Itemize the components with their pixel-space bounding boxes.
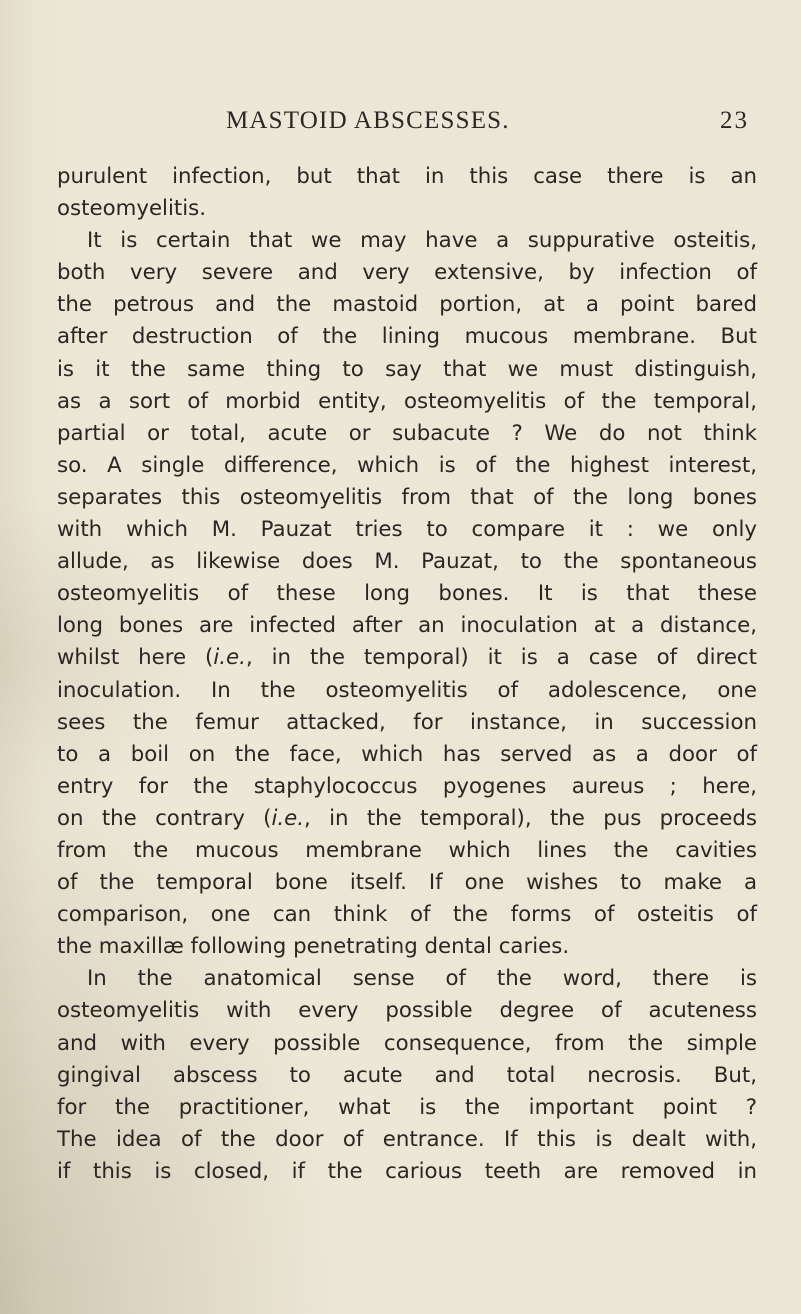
text-line: sees the femur attacked, for instance, in succession — [57, 709, 757, 735]
text-line: osteomyelitis of these long bones. It is that these — [57, 581, 757, 607]
text-line: of the temporal bone itself. If one wishes to make a — [57, 870, 757, 896]
text-line: both very severe and very extensive, by infection of — [57, 260, 757, 286]
text-line: osteomyelitis with every possible degree of acuteness — [57, 998, 757, 1024]
text-line: the petrous and the mastoid portion, at a point bared — [57, 292, 757, 318]
text-line: inoculation. In the osteomyelitis of adolescence, one — [57, 677, 757, 703]
text-line: as a sort of morbid entity, osteomyelitis of the temporal, — [57, 388, 757, 414]
text-line: and with every possible consequence, from the simple — [57, 1030, 757, 1056]
text-line: purulent infection, but that in this case there is an — [57, 164, 757, 189]
text-line: if this is closed, if the carious teeth are removed in — [57, 1158, 757, 1184]
text-line: In the anatomical sense of the word, there is — [87, 966, 757, 992]
text-line: comparison, one can think of the forms of osteitis of — [57, 902, 757, 928]
text-line: long bones are infected after an inoculation at a distance, — [57, 613, 757, 639]
text-line: separates this osteomyelitis from that of the long bones — [57, 484, 757, 510]
text-line: with which M. Pauzat tries to compare it : we only — [57, 517, 757, 543]
text-line: whilst here (i.e., in the temporal) it is a case of direct — [57, 645, 757, 671]
text-line: is it the same thing to say that we must distinguish, — [57, 356, 757, 382]
text-line: It is certain that we may have a suppurative osteitis, — [87, 228, 757, 254]
page-number: 23 — [720, 107, 749, 134]
text-line: the maxillæ following penetrating dental caries. — [57, 934, 570, 960]
text-line: so. A single difference, which is of the highest interest, — [57, 452, 757, 478]
body-text — [57, 161, 757, 1188]
text-line: on the contrary (i.e., in the temporal), the pus proceeds — [57, 805, 757, 831]
text-line: to a boil on the face, which has served as a door of — [57, 741, 757, 767]
text-line: entry for the staphylococcus pyogenes aureus ; here, — [57, 773, 757, 799]
page-header — [0, 107, 801, 147]
text-line: after destruction of the lining mucous membrane. But — [57, 324, 757, 350]
text-line: partial or total, acute or subacute ? We do not think — [57, 420, 757, 446]
text-line: allude, as likewise does M. Pauzat, to the spontaneous — [57, 549, 757, 575]
running-title: MASTOID ABSCESSES. — [226, 107, 510, 134]
text-line: for the practitioner, what is the important point ? — [57, 1094, 757, 1120]
text-line: osteomyelitis. — [57, 196, 207, 222]
text-line: from the mucous membrane which lines the cavities — [57, 837, 757, 863]
text-line: gingival abscess to acute and total necrosis. But, — [57, 1062, 757, 1088]
text-line: The idea of the door of entrance. If this is dealt with, — [57, 1126, 757, 1152]
